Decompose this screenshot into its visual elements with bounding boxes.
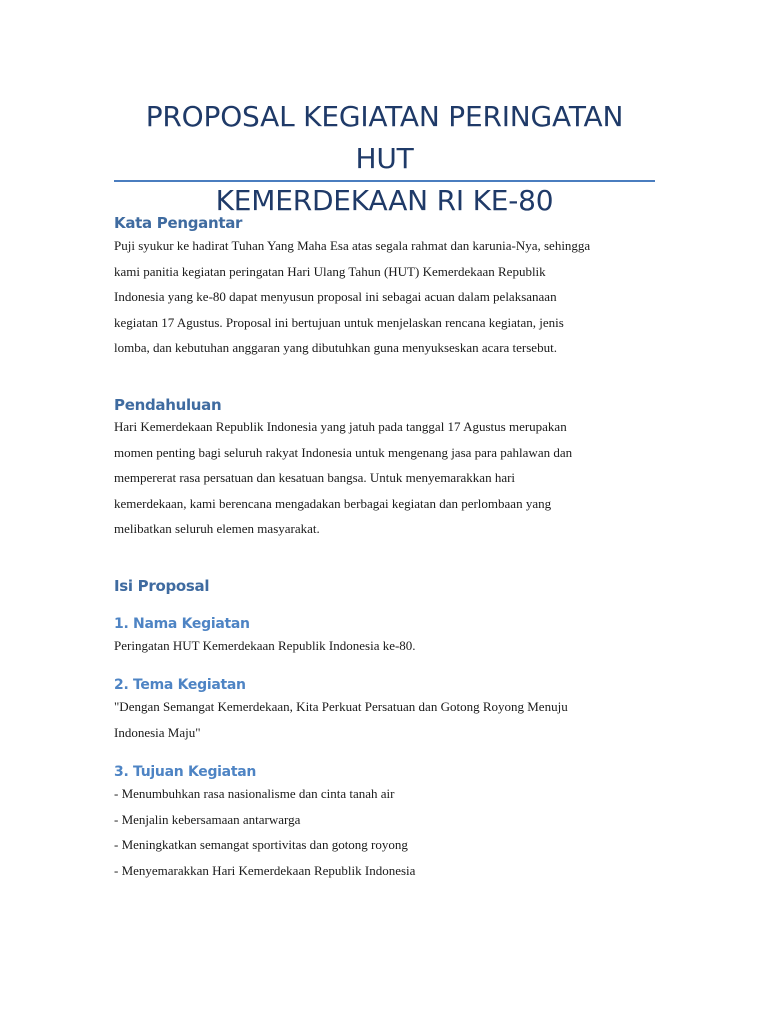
subheading-nama-kegiatan: 1. Nama Kegiatan [114,616,250,632]
kata-pengantar-paragraph [114,233,659,361]
title-underline [114,180,655,182]
paragraph-line: lomba, dan kebutuhan anggaran yang dibutuhkan guna menyukseskan acara tersebut. [114,340,557,355]
paragraph-line: Indonesia Maju" [114,724,201,740]
document-title [114,96,655,222]
subheading-tujuan-kegiatan: 3. Tujuan Kegiatan [114,764,257,780]
paragraph-line: momen penting bagi seluruh rakyat Indonesia untuk mengenang jasa para pahlawan dan [114,444,573,460]
paragraph-line: Indonesia yang ke-80 dapat menyusun proposal ini sebagai acuan dalam pelaksanaan [114,289,557,304]
paragraph-line: "Dengan Semangat Kemerdekaan, Kita Perkuat Persatuan dan Gotong Royong Menuju [114,699,568,714]
paragraph-line: kami panitia kegiatan peringatan Hari Ulang Tahun (HUT) Kemerdekaan Republik [114,263,546,279]
title-line: KEMERDEKAAN RI KE-80 [215,184,554,217]
list-item: - Meningkatkan semangat sportivitas dan gotong royong [114,837,408,852]
title-line: PROPOSAL KEGIATAN PERINGATAN HUT [145,100,624,175]
section-heading-kata-pengantar: Kata Pengantar [114,214,243,232]
tujuan-kegiatan-list [114,781,415,883]
list-item: - Menyemarakkan Hari Kemerdekaan Republik Indonesia [114,862,416,878]
paragraph-line: mempererat rasa persatuan dan kesatuan bangsa. Untuk menyemarakkan hari [114,470,516,485]
nama-kegiatan-text: Peringatan HUT Kemerdekaan Republik Indonesia ke-80. [114,638,416,653]
pendahuluan-paragraph [114,414,659,542]
subheading-tema-kegiatan: 2. Tema Kegiatan [114,677,246,693]
paragraph-line: Puji syukur ke hadirat Tuhan Yang Maha Esa atas segala rahmat dan karunia-Nya, sehingga [114,238,591,253]
section-heading-isi-proposal: Isi Proposal [114,577,210,595]
paragraph-line: melibatkan seluruh elemen masyarakat. [114,521,320,536]
tema-kegiatan-text [114,694,659,745]
paragraph-line: Hari Kemerdekaan Republik Indonesia yang jatuh pada tanggal 17 Agustus merupakan [114,419,567,434]
section-heading-pendahuluan: Pendahuluan [114,396,222,414]
list-item: - Menumbuhkan rasa nasionalisme dan cinta tanah air [114,786,395,801]
paragraph-line: kemerdekaan, kami berencana mengadakan berbagai kegiatan dan perlombaan yang [114,495,552,511]
list-item: - Menjalin kebersamaan antarwarga [114,811,301,827]
paragraph-line: kegiatan 17 Agustus. Proposal ini bertujuan untuk menjelaskan rencana kegiatan, jenis [114,314,564,330]
